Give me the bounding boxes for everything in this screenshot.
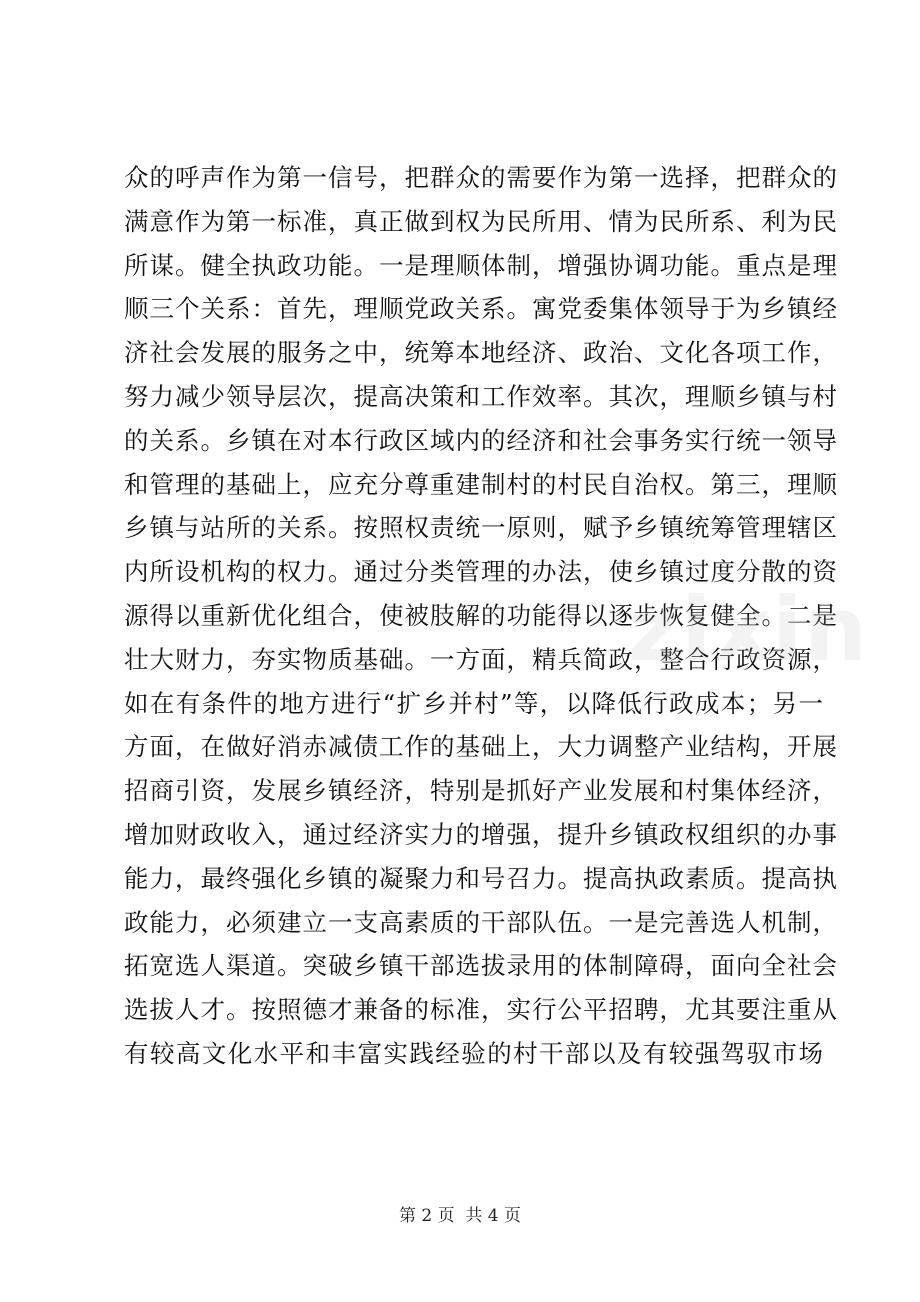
watermark: zixin [628, 578, 869, 681]
page-footer: 第 2 页 共 4 页 [398, 1206, 522, 1226]
text-line: 政能力，必须建立一支高素质的干部队伍。一是完善选人机制， [124, 907, 838, 937]
body-text [124, 156, 838, 1076]
text-line: 源得以重新优化组合，使被肢解的功能得以逐步恢复健全。二是 [124, 600, 838, 630]
text-line: 满意作为第一标准，真正做到权为民所用、情为民所系、利为民 [124, 206, 838, 236]
text-line: 乡镇与站所的关系。按照权责统一原则，赋予乡镇统筹管理辖区 [124, 513, 838, 543]
text-line: 招商引资，发展乡镇经济，特别是抓好产业发展和村集体经济， [124, 776, 838, 806]
text-line: 努力减少领导层次，提高决策和工作效率。其次，理顺乡镇与村 [124, 381, 838, 411]
text-line: 壮大财力，夯实物质基础。一方面，精兵简政，整合行政资源， [124, 644, 838, 674]
text-line: 能力，最终强化乡镇的凝聚力和号召力。提高执政素质。提高执 [124, 863, 838, 893]
text-line: 增加财政收入，通过经济实力的增强，提升乡镇政权组织的办事 [124, 819, 838, 849]
text-line: 如在有条件的地方进行“扩乡并村”等，以降低行政成本；另一 [124, 688, 824, 718]
text-line: 内所设机构的权力。通过分类管理的办法，使乡镇过度分散的资 [124, 557, 838, 587]
text-line: 有较高文化水平和丰富实践经验的村干部以及有较强驾驭市场 [124, 1038, 824, 1068]
text-line: 顺三个关系：首先，理顺党政关系。寓党委集体领导于为乡镇经 [124, 294, 838, 324]
text-line: 所谋。健全执政功能。一是理顺体制，增强协调功能。重点是理 [124, 250, 838, 280]
text-line: 和管理的基础上，应充分尊重建制村的村民自治权。第三，理顺 [124, 469, 838, 499]
text-line: 济社会发展的服务之中，统筹本地经济、政治、文化各项工作， [124, 338, 838, 368]
text-line: 方面，在做好消赤减债工作的基础上，大力调整产业结构，开展 [124, 732, 838, 762]
text-line: 选拔人才。按照德才兼备的标准，实行公平招聘，尤其要注重从 [124, 995, 838, 1025]
text-line: 的关系。乡镇在对本行政区域内的经济和社会事务实行统一领导 [124, 425, 838, 455]
text-line: 众的呼声作为第一信号，把群众的需要作为第一选择，把群众的 [124, 163, 838, 192]
text-line: 拓宽选人渠道。突破乡镇干部选拔录用的体制障碍，面向全社会 [124, 951, 838, 981]
